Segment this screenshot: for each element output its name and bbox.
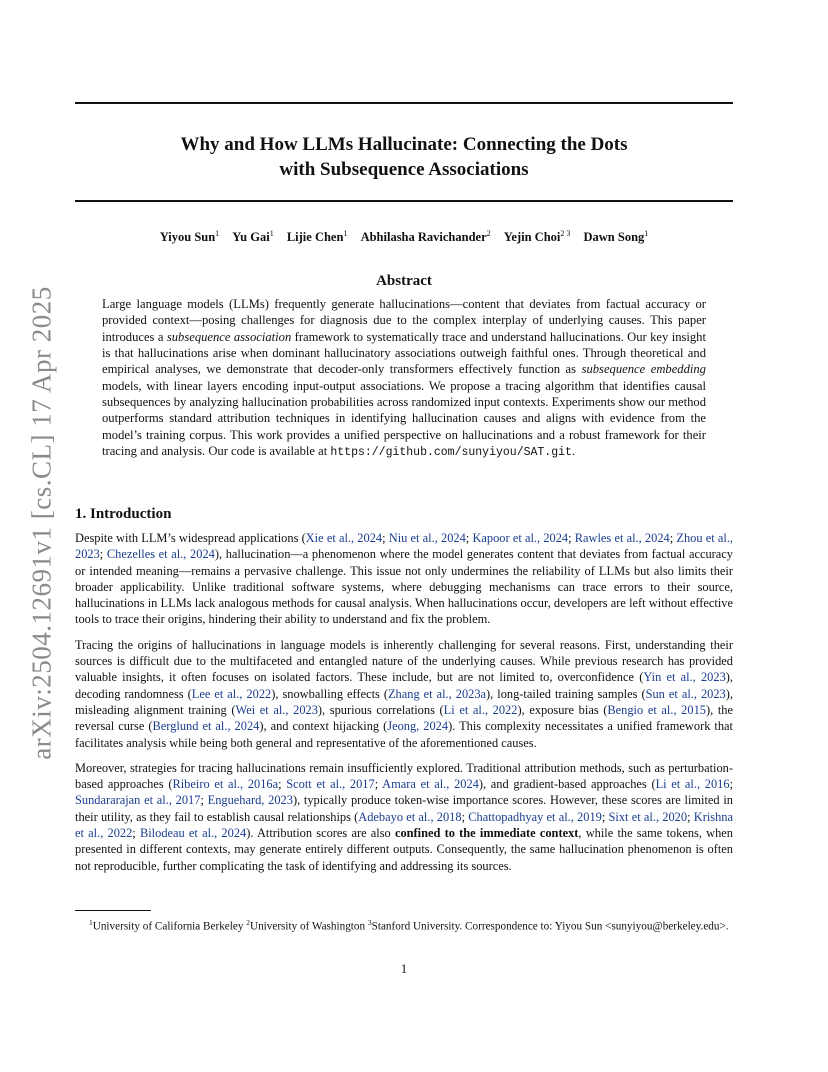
affiliation-footnote: $^1$University of California Berkeley $^2$University of Washington $^3$Stanford University. Correspondence to: Yiyou Sun <sunyiyou@berkeley.edu>. <box>89 918 729 933</box>
code-link[interactable]: https://github.com/sunyiyou/SAT.git <box>330 446 572 460</box>
paragraph: Despite with LLM’s widespread applications (Xie et al., 2024; Niu et al., 2024; Kapoor et al., 2024; Rawles et al., 2024; Zhou et al., 2023; Chezelles et al., 2024), hallucination—a phenomenon where the model generates content that deviates from factual accuracy or intended meaning—remains a pervasive challenge. This issue not only undermines the reliability of LLMs but also limits their broader applicability. Unlike traditional software systems, where debugging mechanisms can trace errors to their source, hallucinations in LLMs lack analogous methods for causal analysis. When hallucinations occur, developers are left without effective tools to trace their origins, hindering their ability to understand and fix the problem. <box>75 531 734 627</box>
author: Lijie Chen$^1$ <box>286 229 348 245</box>
citation-link[interactable]: Li et al., 2022 <box>443 702 518 717</box>
citation-link[interactable]: Sixt et al., 2020 <box>608 809 688 824</box>
footnote-rule <box>75 910 151 911</box>
citation-link[interactable]: Yin et al., 2023 <box>643 670 726 685</box>
author: Yu Gai$^1$ <box>232 229 274 245</box>
citation-link[interactable]: Bengio et al., 2015 <box>607 702 706 717</box>
page-number: 1 <box>400 962 408 976</box>
citation-link[interactable]: Scott et al., 2017 <box>286 777 375 792</box>
title-bottom-rule <box>75 200 733 202</box>
author: Abhilasha Ravichander$^2$ <box>360 229 491 245</box>
section-heading-introduction: 1. Introduction <box>75 506 172 522</box>
citation-link[interactable]: Rawles et al., 2024 <box>574 531 670 545</box>
citation-link[interactable]: Zhou et al., 2023 <box>75 531 734 562</box>
citation-link[interactable]: Wei et al., 2023 <box>235 702 318 717</box>
title-line-2: with Subsequence Associations <box>279 159 529 180</box>
citation-link[interactable]: Chezelles et al., 2024 <box>106 547 215 562</box>
citation-link[interactable]: Adebayo et al., 2018 <box>358 809 462 824</box>
citation-link[interactable]: Ribeiro et al., 2016a <box>172 777 279 792</box>
arxiv-stamp-text: arXiv:2504.12691v1 [cs.CL] 17 Apr 2025 <box>26 286 57 760</box>
paper-title <box>75 132 733 182</box>
author: Yiyou Sun$^1$ <box>159 229 220 245</box>
author-list <box>75 229 733 245</box>
abstract-heading: Abstract <box>376 273 432 289</box>
introduction-body <box>75 530 733 883</box>
citation-link[interactable]: Jeong, 2024 <box>387 719 449 734</box>
citation-link[interactable]: Xie et al., 2024 <box>305 531 383 545</box>
citation-link[interactable]: Zhang et al., 2023a <box>387 686 487 701</box>
paragraph: Tracing the origins of hallucinations in language models is inherently challenging for several reasons. First, understanding their sources is difficult due to the multifaceted and entangled nature of the underlying causes. While previous research has provided valuable insights, it often focuses on isolated factors. These include, but are not limited to, overconfidence (Yin et al., 2023), decoding randomness (Lee et al., 2022), snowballing effects (Zhang et al., 2023a), long-tailed training samples (Sun et al., 2023), misleading alignment training (Wei et al., 2023), spurious correlations (Li et al., 2022), exposure bias (Bengio et al., 2015), the reversal curse (Berglund et al., 2024), and context hijacking (Jeong, 2024). This complexity necessitates a unified framework that facilitates analysis while being both general and representative of the aforementioned causes. <box>75 637 733 750</box>
citation-link[interactable]: Chattopadhyay et al., 2019 <box>468 809 602 824</box>
abstract-text: Large language models (LLMs) frequently generate hallucinations—content that deviates from factual accuracy or provided context—posing challenges for diagnosis due to the complex interplay of underlying causes. This paper introduces a subsequence association framework to systematically trace and understand hallucinations. Our key insight is that hallucinations arise when dominant hallucinatory associations outweigh faithful ones. Through theoretical and empirical analyses, we demonstrate that decoder-only transformers effectively function as subsequence embedding models, with linear layers encoding input-output associations. We propose a tracing algorithm that identifies causal subsequences by analyzing hallucination probabilities across randomized input contexts. Experiments show our method outperforms standard attribution techniques in identifying hallucination causes and aligns with evidence from the model’s training corpus. This work provides a unified perspective on hallucinations and a robust framework for their tracing and analysis. Our code is available at https://github.com/sunyiyou/SAT.git. <box>102 297 706 460</box>
title-line-1: Why and How LLMs Hallucinate: Connecting the Dots <box>180 134 628 155</box>
citation-link[interactable]: Niu et al., 2024 <box>388 531 466 545</box>
citation-link[interactable]: Lee et al., 2022 <box>191 686 272 701</box>
citation-link[interactable]: Krishna et al., 2022 <box>75 809 733 841</box>
citation-link[interactable]: Bilodeau et al., 2024 <box>139 826 247 841</box>
citation-link[interactable]: Berglund et al., 2024 <box>152 719 260 734</box>
title-top-rule <box>75 102 733 104</box>
citation-link[interactable]: Enguehard, 2023 <box>207 793 293 808</box>
citation-link[interactable]: Kapoor et al., 2024 <box>472 531 569 545</box>
bold-phrase: confined to the immediate context <box>394 826 579 841</box>
citation-link[interactable]: Li et al., 2016 <box>655 777 730 792</box>
citation-link[interactable]: Sundararajan et al., 2017 <box>75 793 201 808</box>
author: Yejin Choi$^{2 3}$ <box>503 229 571 245</box>
paragraph: Moreover, strategies for tracing hallucinations remain insufficiently explored. Traditional attribution methods, such as perturbation-based approaches (Ribeiro et al., 2016a; Scott et al., 2017; Amara et al., 2024), and gradient-based approaches (Li et al., 2016; Sundararajan et al., 2017; Enguehard, 2023), typically produce token-wise importance scores. However, these scores are limited in their utility, as they fail to establish causal relationships (Adebayo et al., 2018; Chattopadhyay et al., 2019; Sixt et al., 2020; Krishna et al., 2022; Bilodeau et al., 2024). Attribution scores are also confined to the immediate context, while the same tokens, when presented in different contexts, may generate entirely different outputs. Consequently, the same hallucination phenomenon is often not reproducible, further complicating the task of identifying and addressing its sources. <box>75 760 734 873</box>
citation-link[interactable]: Amara et al., 2024 <box>382 777 479 792</box>
citation-link[interactable]: Sun et al., 2023 <box>645 686 726 701</box>
arxiv-stamp <box>22 288 62 758</box>
author: Dawn Song$^1$ <box>583 229 649 245</box>
